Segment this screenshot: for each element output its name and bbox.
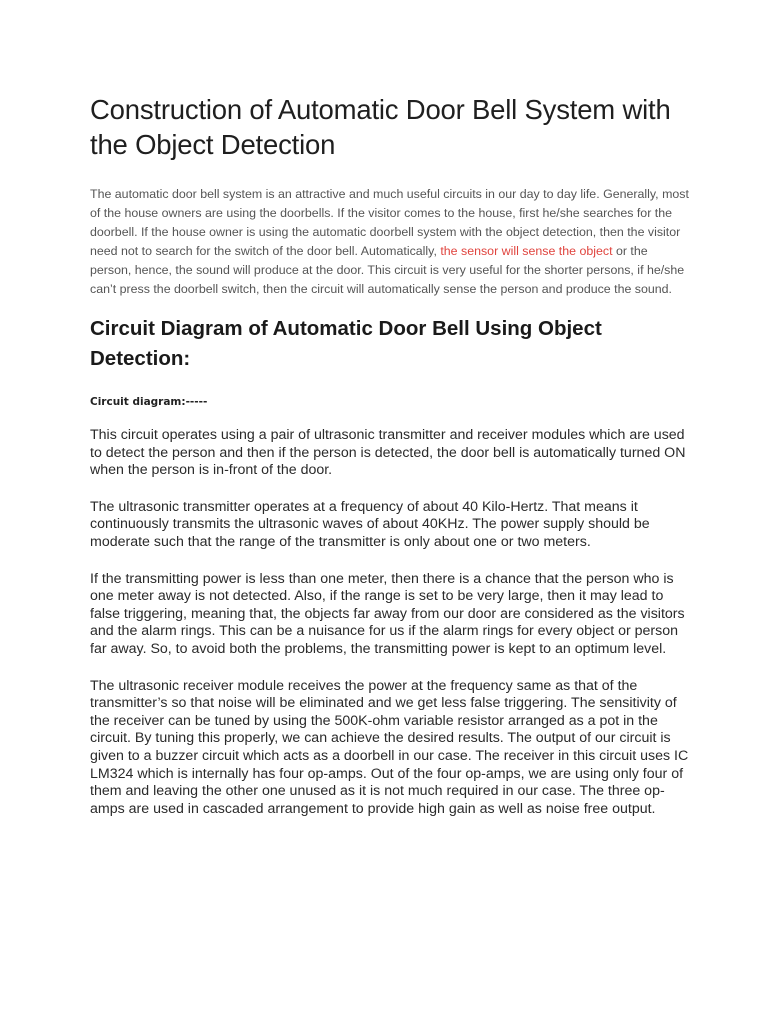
page-title: Construction of Automatic Door Bell System with the Object Detection — [90, 94, 671, 160]
section-heading: Circuit Diagram of Automatic Door Bell Using Object Detection: — [90, 317, 602, 370]
paragraph-receiver: The ultrasonic receiver module receives the power at the frequency same as that of the transmitter’s so that noise will be eliminated and we get less false triggering. The sensitivity of the receiver can be tuned by using the 500K-ohm variable resistor arranged as a pot in the circuit. By tuning this properly, we can achieve the desired results. The output of our circuit is given to a buzzer circuit which acts as a doorbell in our case. The receiver in this circuit uses IC LM324 which is internally has four op-amps. Out of the four op-amps, we are using only four of them and leaving the other one unused as it is not much required in our case. The three op-amps are used in cascaded arrangement to provide high gain as well as noise free output. — [90, 677, 689, 817]
intro-text-end: or the person, hence, the sound will produce at the door. This circuit is very useful for the shorter persons, if he/she can’t press the doorbell switch, then the circuit will automatically sense the person and produce the sound. — [90, 244, 685, 296]
paragraph-transmitter: The ultrasonic transmitter operates at a frequency of about 40 Kilo-Hertz. That means it continuously transmits the ultrasonic waves of about 40KHz. The power supply should be moderate such that the range of the transmitter is only about one or two meters. — [90, 498, 650, 550]
intro-paragraph — [90, 185, 690, 299]
paragraph-transmitting-power: If the transmitting power is less than one meter, then there is a chance that the person who is one meter away is not detected. Also, if the range is set to be very large, then it may lead to false triggering, meaning that, the objects far away from our door are considered as the visitors and the alarm rings. This can be a nuisance for us if the alarm rings for every object or person far away. So, to avoid both the problems, the transmitting power is kept to an optimum level. — [90, 570, 685, 657]
circuit-diagram-label: Circuit diagram:----- — [90, 396, 208, 408]
intro-text-start: The automatic door bell system is an attractive and much useful circuits in our day to day life. Generally, most of the house owners are using the doorbells. If the visitor comes to the house, first he/she searches for the doorbell. If the house owner is using the automatic doorbell system with the object detection, then the visitor need not to search for the switch of the door bell. Automatically, — [90, 187, 689, 258]
sensor-link[interactable]: the sensor will sense the object — [440, 244, 613, 258]
document-page — [90, 92, 690, 818]
paragraph-operation: This circuit operates using a pair of ultrasonic transmitter and receiver modules which are used to detect the person and then if the person is detected, the door bell is automatically turned ON when the person is in-front of the door. — [90, 427, 686, 479]
